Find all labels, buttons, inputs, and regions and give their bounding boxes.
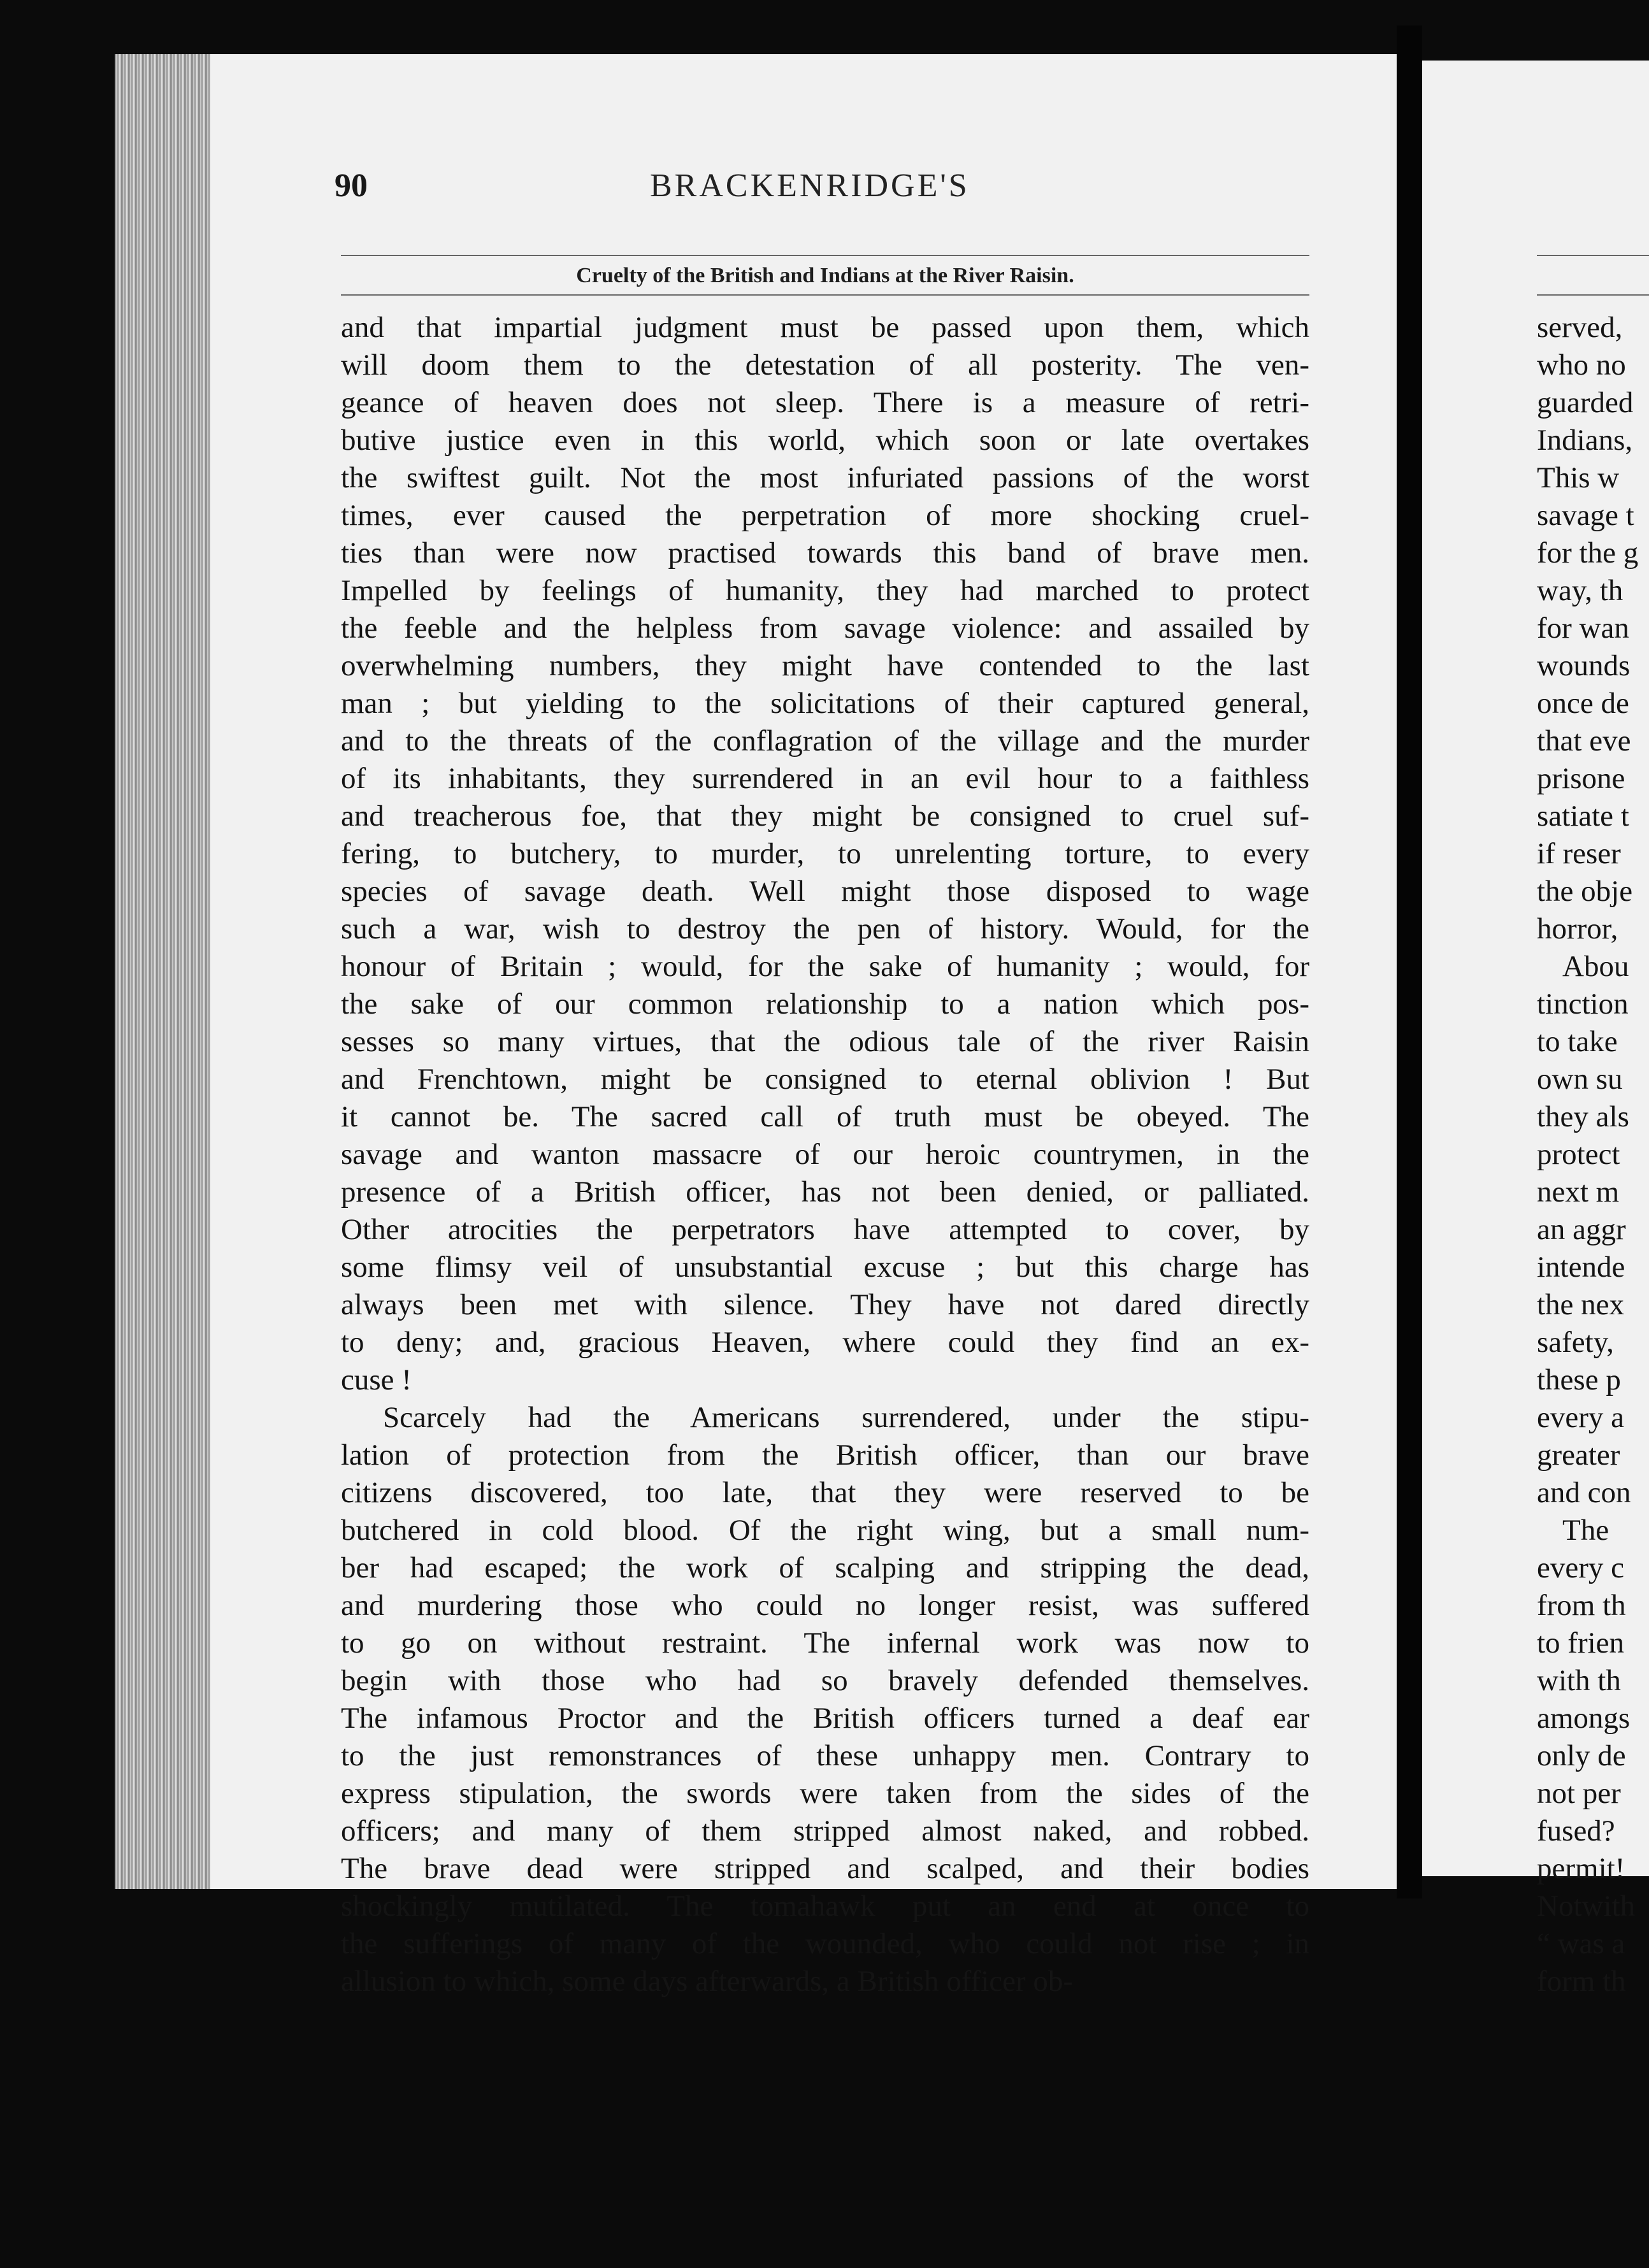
text-line: next m xyxy=(1537,1175,1620,1209)
text-line: to deny; and, gracious Heaven, where could they find an ex- xyxy=(341,1326,1309,1359)
text-line: ber had escaped; the work of scalping and stripping the dead, xyxy=(341,1551,1309,1584)
text-line: the sufferings of many of the wounded, who could not rise ; in xyxy=(341,1927,1309,1960)
text-line: presence of a British officer, has not been denied, or palliated. xyxy=(341,1175,1309,1209)
text-line: butive justice even in this world, which soon or late overtakes xyxy=(341,424,1309,457)
text-line: every c xyxy=(1537,1551,1624,1584)
text-line: man ; but yielding to the solicitations of their captured general, xyxy=(341,687,1309,720)
text-line: for the g xyxy=(1537,536,1639,570)
text-line: Abou xyxy=(1562,950,1629,983)
text-line: horror, xyxy=(1537,912,1618,945)
text-line: that eve xyxy=(1537,724,1631,757)
text-line: permit! xyxy=(1537,1852,1625,1885)
text-line: and murdering those who could no longer resist, was suffered xyxy=(341,1589,1309,1622)
text-line: if reser xyxy=(1537,837,1621,870)
text-line: once de xyxy=(1537,687,1629,720)
text-line: own su xyxy=(1537,1063,1623,1096)
text-line: shockingly mutilated. The tomahawk put an end at once to xyxy=(341,1890,1309,1923)
text-line: they als xyxy=(1537,1100,1629,1133)
text-line: officers; and many of them stripped almost naked, and robbed. xyxy=(341,1814,1309,1848)
text-line: and to the threats of the conflagration of the village and the murder xyxy=(341,724,1309,757)
text-line: the sake of our common relationship to a nation which pos- xyxy=(341,987,1309,1021)
right-page-body xyxy=(1537,309,1649,2000)
text-line: citizens discovered, too late, that they were reserved to be xyxy=(341,1476,1309,1509)
text-line: satiate t xyxy=(1537,800,1629,833)
text-line: cuse ! xyxy=(341,1363,412,1396)
left-page-body xyxy=(341,309,1309,2000)
right-header-rule-bottom xyxy=(1537,294,1649,296)
text-line: the nex xyxy=(1537,1288,1625,1321)
text-line: Notwith xyxy=(1537,1890,1636,1923)
text-line: these p xyxy=(1537,1363,1621,1396)
text-line: greater xyxy=(1537,1439,1620,1472)
text-line: an aggr xyxy=(1537,1213,1626,1246)
text-line: times, ever caused the perpetration of more shocking cruel- xyxy=(341,499,1309,532)
header-rule-bottom xyxy=(341,294,1309,296)
text-line: will doom them to the detestation of all posterity. The ven- xyxy=(341,348,1309,382)
text-line: fused? xyxy=(1537,1814,1615,1848)
text-line: Other atrocities the perpetrators have attempted to cover, by xyxy=(341,1213,1309,1246)
text-line: “ was a xyxy=(1537,1927,1625,1960)
text-line: from th xyxy=(1537,1589,1626,1622)
text-line: who no xyxy=(1537,348,1626,382)
book-spine-edge xyxy=(115,54,213,1889)
text-line: protect xyxy=(1537,1138,1620,1171)
text-line: not per xyxy=(1537,1777,1621,1810)
text-line: and that impartial judgment must be passed upon them, which xyxy=(341,311,1309,344)
text-line: wounds xyxy=(1537,649,1631,682)
text-line: The brave dead were stripped and scalped, and their bodies xyxy=(341,1852,1309,1885)
text-line: Scarcely had the Americans surrendered, under the stipu- xyxy=(383,1401,1309,1434)
text-line: lation of protection from the British officer, than our brave xyxy=(341,1439,1309,1472)
text-line: it cannot be. The sacred call of truth must be obeyed. The xyxy=(341,1100,1309,1133)
text-line: geance of heaven does not sleep. There is a measure of retri- xyxy=(341,386,1309,419)
text-line: butchered in cold blood. Of the right wing, but a small num- xyxy=(341,1514,1309,1547)
text-line: always been met with silence. They have not dared directly xyxy=(341,1288,1309,1321)
text-line: safety, xyxy=(1537,1326,1614,1359)
text-line: of its inhabitants, they surrendered in an evil hour to a faithless xyxy=(341,762,1309,795)
text-line: ties than were now practised towards this band of brave men. xyxy=(341,536,1309,570)
text-line: only de xyxy=(1537,1739,1626,1772)
text-line: prisone xyxy=(1537,762,1625,795)
text-line: form th xyxy=(1537,1965,1626,1998)
text-line: guarded xyxy=(1537,386,1634,419)
text-line: to frien xyxy=(1537,1626,1625,1660)
text-line: species of savage death. Well might those disposed to wage xyxy=(341,875,1309,908)
text-line: intende xyxy=(1537,1251,1625,1284)
text-line: The infamous Proctor and the British officers turned a deaf ear xyxy=(341,1702,1309,1735)
text-line: some flimsy veil of unsubstantial excuse ; but this charge has xyxy=(341,1251,1309,1284)
text-line: way, th xyxy=(1537,574,1624,607)
text-line: the feeble and the helpless from savage violence: and assailed by xyxy=(341,612,1309,645)
running-head: BRACKENRIDGE'S xyxy=(650,168,970,204)
text-line: such a war, wish to destroy the pen of history. Would, for the xyxy=(341,912,1309,945)
text-line: begin with those who had so bravely defended themselves. xyxy=(341,1664,1309,1697)
text-line: the obje xyxy=(1537,875,1633,908)
text-line: overwhelming numbers, they might have contended to the last xyxy=(341,649,1309,682)
text-line: honour of Britain ; would, for the sake of humanity ; would, for xyxy=(341,950,1309,983)
text-line: and Frenchtown, might be consigned to eternal oblivion ! But xyxy=(341,1063,1309,1096)
text-line: fering, to butchery, to murder, to unrelenting torture, to every xyxy=(341,837,1309,870)
right-header-rule-top xyxy=(1537,255,1649,256)
text-line: to take xyxy=(1537,1025,1618,1058)
text-line: every a xyxy=(1537,1401,1624,1434)
text-line: allusion to which, some days afterwards, a British officer ob- xyxy=(341,1965,1074,1998)
text-line: served, xyxy=(1537,311,1623,344)
text-line: savage and wanton massacre of our heroic countrymen, in the xyxy=(341,1138,1309,1171)
text-line: express stipulation, the swords were taken from the sides of the xyxy=(341,1777,1309,1810)
header-rule-top xyxy=(341,255,1309,256)
text-line: and treacherous foe, that they might be consigned to cruel suf- xyxy=(341,800,1309,833)
text-line: tinction xyxy=(1537,987,1629,1021)
text-line: amongs xyxy=(1537,1702,1631,1735)
page-gutter xyxy=(1397,25,1422,1898)
text-line: with th xyxy=(1537,1664,1621,1697)
text-line: to go on without restraint. The infernal work was now to xyxy=(341,1626,1309,1660)
text-line: Indians, xyxy=(1537,424,1633,457)
text-line: for wan xyxy=(1537,612,1629,645)
text-line: Impelled by feelings of humanity, they had marched to protect xyxy=(341,574,1309,607)
text-line: savage t xyxy=(1537,499,1634,532)
page-number: 90 xyxy=(335,168,368,204)
text-line: This w xyxy=(1537,461,1620,494)
text-line: the swiftest guilt. Not the most infuriated passions of the worst xyxy=(341,461,1309,494)
section-heading: Cruelty of the British and Indians at the River Raisin. xyxy=(576,264,1074,287)
text-line: and con xyxy=(1537,1476,1631,1509)
text-line: sesses so many virtues, that the odious tale of the river Raisin xyxy=(341,1025,1309,1058)
text-line: The xyxy=(1562,1514,1609,1547)
text-line: to the just remonstrances of these unhappy men. Contrary to xyxy=(341,1739,1309,1772)
